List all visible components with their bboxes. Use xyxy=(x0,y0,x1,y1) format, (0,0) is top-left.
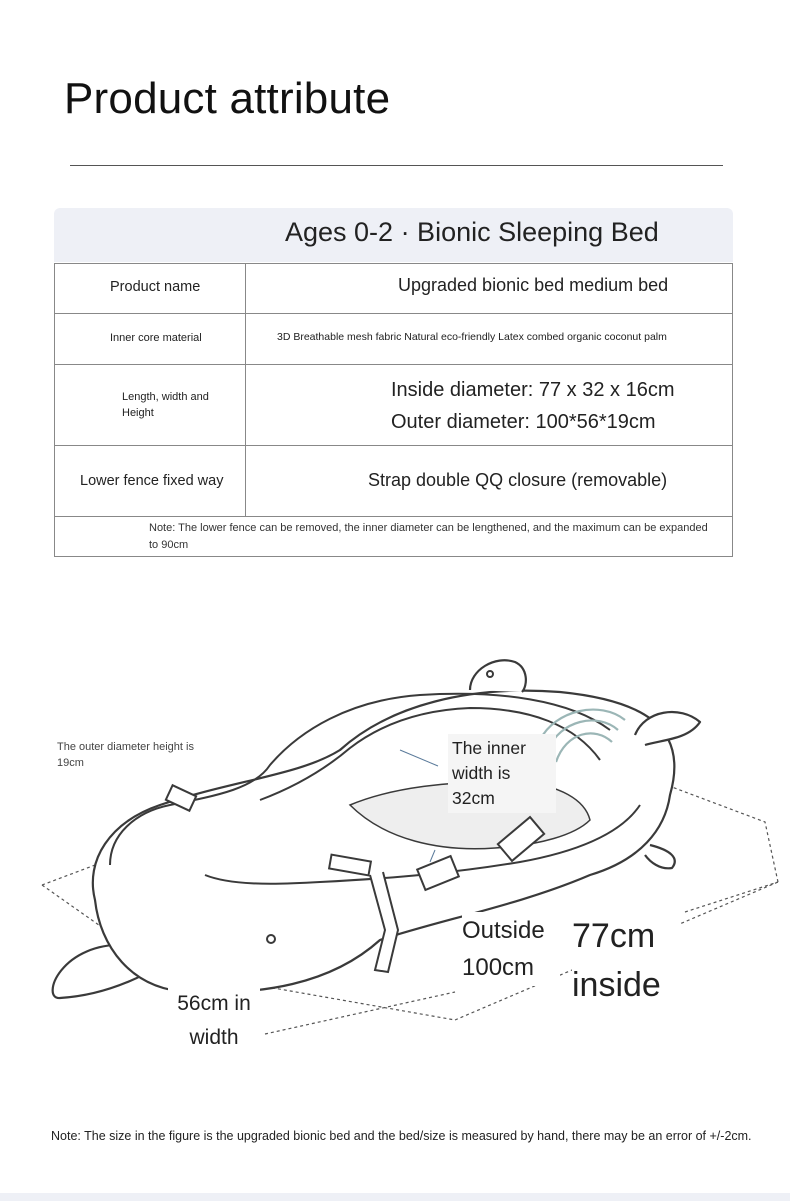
table-row-inner-core xyxy=(54,313,733,364)
bottom-band xyxy=(0,1193,790,1201)
table-note-row xyxy=(54,516,733,557)
table-note: Note: The lower fence can be removed, the inner diameter can be lengthened, and the maximum can be expanded to 90cm xyxy=(149,522,708,551)
inner-width-label: The inner width is 32cm xyxy=(448,734,556,813)
row-value: Upgraded bionic bed medium bed xyxy=(398,275,669,295)
table-row-dimensions xyxy=(54,364,733,445)
row-label: Product name xyxy=(110,279,201,295)
row-value: Strap double QQ closure (removable) xyxy=(368,470,668,490)
row-value: 3D Breathable mesh fabric Natural eco-friendly Latex combed organic coconut palm xyxy=(277,331,667,343)
footer-note: Note: The size in the figure is the upgraded bionic bed and the bed/size is measured by hand, there may be an error of +/-2cm. xyxy=(51,1129,752,1143)
spec-table xyxy=(54,208,733,557)
table-header-title: Ages 0-2 · Bionic Sleeping Bed xyxy=(285,217,659,247)
title-divider xyxy=(70,165,723,166)
inside-label: 77cm inside xyxy=(572,912,680,1010)
inside-diameter-value: Inside diameter: 77 x 32 x 16cm xyxy=(391,379,675,401)
row-label: Length, width and Height xyxy=(122,391,209,419)
width-label: 56cm in width xyxy=(168,987,260,1055)
row-label: Lower fence fixed way xyxy=(80,473,224,489)
table-row-product-name xyxy=(54,263,733,313)
row-label: Inner core material xyxy=(110,332,202,344)
page-title: Product attribute xyxy=(64,74,391,123)
outer-diameter-value: Outer diameter: 100*56*19cm xyxy=(391,411,656,433)
bed-diagram xyxy=(0,600,790,1100)
table-header xyxy=(54,208,733,262)
outer-height-label: The outer diameter height is 19cm xyxy=(57,741,194,769)
table-row-fixing xyxy=(54,445,733,516)
bed-illustration xyxy=(0,600,790,1100)
outside-label: Outside 100cm xyxy=(462,912,560,986)
